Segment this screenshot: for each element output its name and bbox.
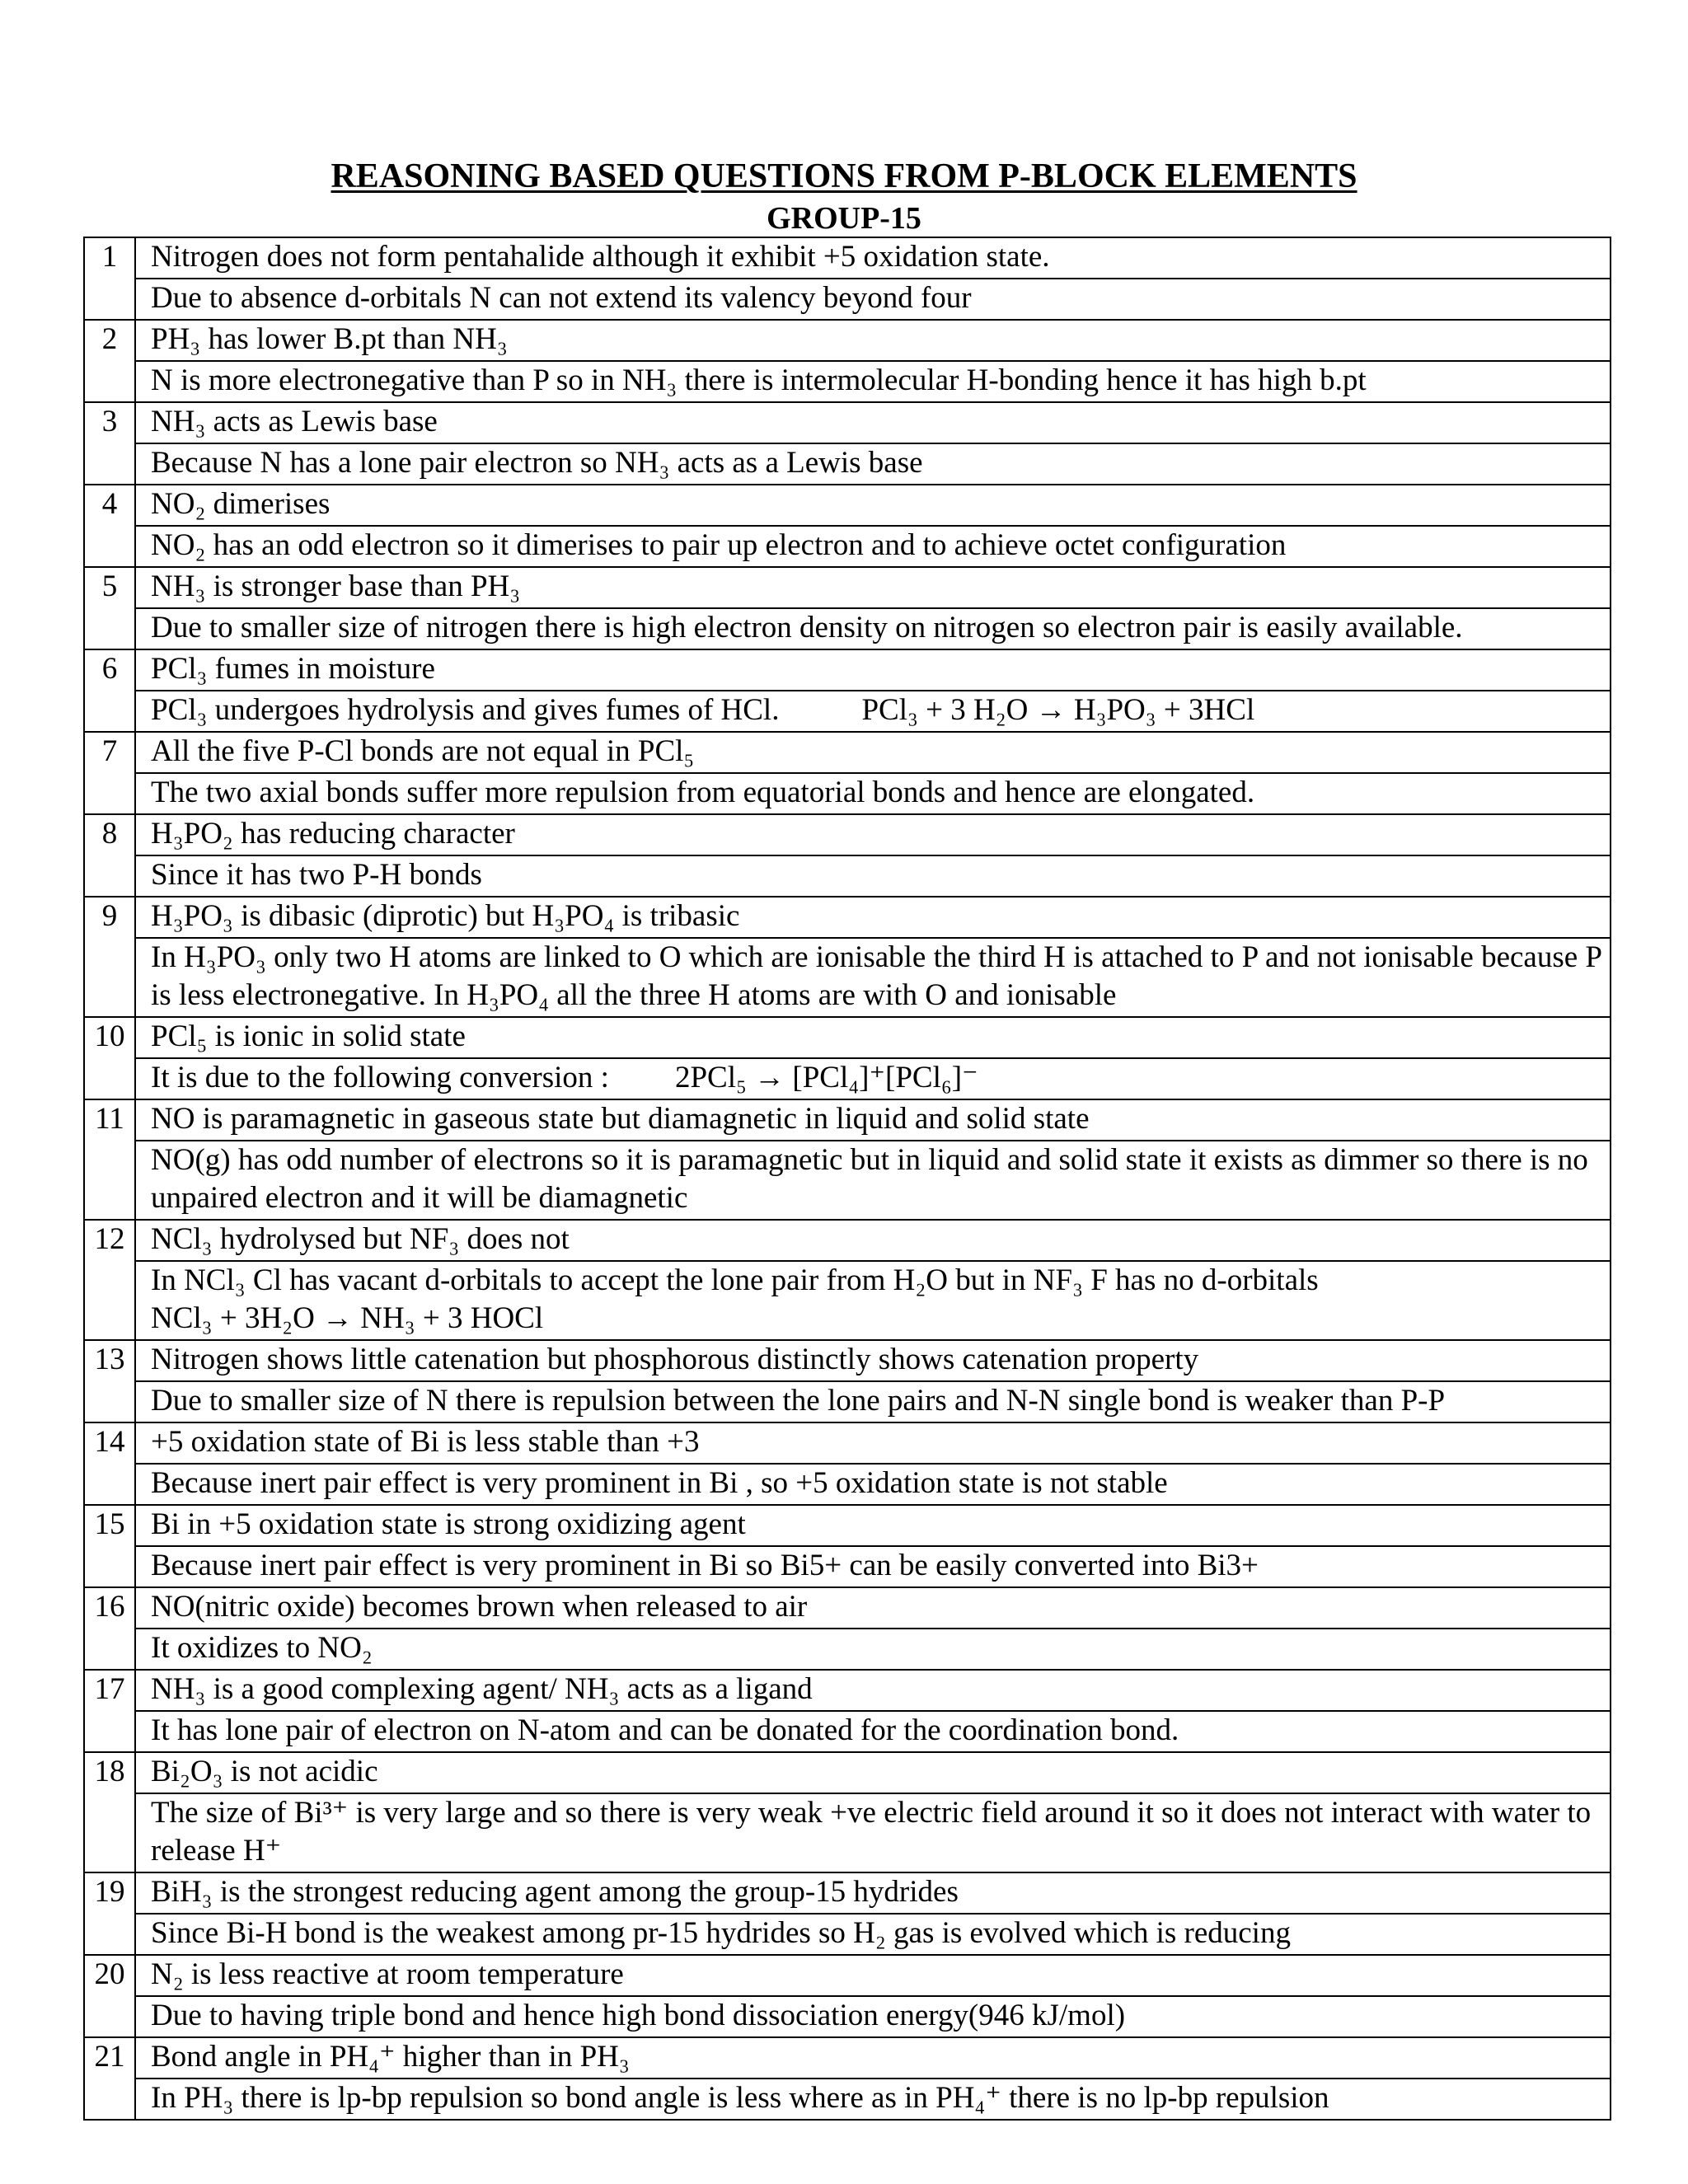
answer-row	[84, 1996, 1611, 2037]
question-row	[84, 1955, 1611, 1996]
question-row	[84, 814, 1611, 855]
answer-row	[84, 1381, 1611, 1422]
answer-row	[84, 608, 1611, 649]
question-row	[84, 1340, 1611, 1381]
question-row	[84, 237, 1611, 279]
answer-text: It is due to the following conversion :	[151, 1061, 609, 1094]
question-text: Nitrogen shows little catenation but phosphorous distinctly shows catenation property	[135, 1340, 1611, 1381]
answer-row	[84, 938, 1611, 1017]
answer-row	[84, 2079, 1611, 2120]
question-number: 3	[84, 402, 135, 485]
question-row	[84, 1670, 1611, 1711]
reaction-equation: PCl₃ + 3 H₂O → H₃PO₃ + 3HCl	[861, 693, 1255, 727]
answer-row	[84, 1261, 1611, 1340]
answer-row	[84, 443, 1611, 485]
question-number: 5	[84, 567, 135, 649]
question-row	[84, 1017, 1611, 1058]
question-text: H₃PO₂ has reducing character	[135, 814, 1611, 855]
question-number: 9	[84, 897, 135, 1017]
question-text: PCl₅ is ionic in solid state	[135, 1017, 1611, 1058]
question-text: Bi in +5 oxidation state is strong oxidizing agent	[135, 1505, 1611, 1546]
question-row	[84, 649, 1611, 691]
question-text: N₂ is less reactive at room temperature	[135, 1955, 1611, 1996]
question-text: Bond angle in PH₄⁺ higher than in PH₃	[135, 2037, 1611, 2079]
question-number: 2	[84, 320, 135, 402]
answer-cell	[135, 1261, 1611, 1340]
question-text: +5 oxidation state of Bi is less stable than +3	[135, 1422, 1611, 1464]
answer-text: Since it has two P-H bonds	[135, 855, 1611, 897]
reaction-equation: NCl₃ + 3H₂O → NH₃ + 3 HOCl	[151, 1301, 544, 1335]
answer-text: NO₂ has an odd electron so it dimerises to pair up electron and to achieve octet configuration	[135, 526, 1611, 567]
question-row	[84, 1752, 1611, 1793]
answer-text: The two axial bonds suffer more repulsion from equatorial bonds and hence are elongated.	[135, 773, 1611, 814]
answer-text: In PH₃ there is lp-bp repulsion so bond angle is less where as in PH₄⁺ there is no lp-bp repulsion	[135, 2079, 1611, 2120]
answer-text: N is more electronegative than P so in NH₃ there is intermolecular H-bonding hence it has high b.pt	[135, 361, 1611, 402]
question-number: 6	[84, 649, 135, 732]
question-number: 18	[84, 1752, 135, 1872]
question-row	[84, 402, 1611, 443]
question-row	[84, 320, 1611, 361]
question-number: 20	[84, 1955, 135, 2037]
question-number: 17	[84, 1670, 135, 1752]
answer-text: Since Bi-H bond is the weakest among pr-15 hydrides so H₂ gas is evolved which is reducing	[135, 1914, 1611, 1955]
question-number: 12	[84, 1220, 135, 1340]
question-number: 8	[84, 814, 135, 897]
answer-cell	[135, 1058, 1611, 1099]
question-row	[84, 1099, 1611, 1141]
section-subtitle: GROUP-15	[767, 201, 921, 236]
question-text: NH₃ is stronger base than PH₃	[135, 567, 1611, 608]
answer-text: In NCl₃ Cl has vacant d-orbitals to accept the lone pair from H₂O but in NF₃ F has no d-orbitals	[151, 1263, 1319, 1297]
question-text: All the five P-Cl bonds are not equal in PCl₅	[135, 732, 1611, 773]
question-text: NH₃ is a good complexing agent/ NH₃ acts as a ligand	[135, 1670, 1611, 1711]
question-number: 15	[84, 1505, 135, 1587]
answer-cell	[135, 691, 1611, 732]
page-title: REASONING BASED QUESTIONS FROM P-BLOCK ELEMENTS	[331, 157, 1357, 195]
answer-text: Due to smaller size of N there is repulsion between the lone pairs and N-N single bond is weaker than P-P	[135, 1381, 1611, 1422]
question-row	[84, 732, 1611, 773]
question-text: Nitrogen does not form pentahalide although it exhibit +5 oxidation state.	[135, 237, 1611, 279]
question-number: 13	[84, 1340, 135, 1422]
answer-row	[84, 773, 1611, 814]
answer-row	[84, 1793, 1611, 1872]
answer-row	[84, 1711, 1611, 1752]
question-row	[84, 1422, 1611, 1464]
answer-row	[84, 361, 1611, 402]
answer-row	[84, 855, 1611, 897]
question-row	[84, 2037, 1611, 2079]
answer-row	[84, 1629, 1611, 1670]
question-number: 10	[84, 1017, 135, 1099]
question-row	[84, 567, 1611, 608]
question-text: Bi₂O₃ is not acidic	[135, 1752, 1611, 1793]
answer-row	[84, 1141, 1611, 1220]
question-row	[84, 485, 1611, 526]
answer-text: It has lone pair of electron on N-atom and can be donated for the coordination bond.	[135, 1711, 1611, 1752]
question-number: 21	[84, 2037, 135, 2120]
answer-text: Because N has a lone pair electron so NH₃ acts as a Lewis base	[135, 443, 1611, 485]
answer-text: NO(g) has odd number of electrons so it is paramagnetic but in liquid and solid state it exists as dimmer so there is no unpaired electron and it will be diamagnetic	[135, 1141, 1611, 1220]
answer-row	[84, 1546, 1611, 1587]
question-number: 4	[84, 485, 135, 567]
answer-row	[84, 1914, 1611, 1955]
question-number: 19	[84, 1872, 135, 1955]
answer-text: Due to having triple bond and hence high bond dissociation energy(946 kJ/mol)	[135, 1996, 1611, 2037]
question-row	[84, 1505, 1611, 1546]
question-text: NO₂ dimerises	[135, 485, 1611, 526]
answer-row	[84, 1464, 1611, 1505]
question-number: 14	[84, 1422, 135, 1505]
answer-row	[84, 691, 1611, 732]
answer-text: Due to absence d-orbitals N can not extend its valency beyond four	[135, 279, 1611, 320]
question-text: NCl₃ hydrolysed but NF₃ does not	[135, 1220, 1611, 1261]
question-row	[84, 897, 1611, 938]
question-row	[84, 1872, 1611, 1914]
question-row	[84, 1220, 1611, 1261]
question-text: NH₃ acts as Lewis base	[135, 402, 1611, 443]
answer-row	[84, 279, 1611, 320]
answer-row	[84, 1058, 1611, 1099]
question-number: 1	[84, 237, 135, 320]
answer-text: Because inert pair effect is very prominent in Bi , so +5 oxidation state is not stable	[135, 1464, 1611, 1505]
questions-table	[83, 237, 1611, 2121]
reaction-equation: 2PCl₅ → [PCl₄]⁺[PCl₆]⁻	[674, 1061, 978, 1094]
answer-text: Because inert pair effect is very prominent in Bi so Bi5+ can be easily converted into Bi3+	[135, 1546, 1611, 1587]
answer-text: Due to smaller size of nitrogen there is high electron density on nitrogen so electron pair is easily available.	[135, 608, 1611, 649]
question-text: PH₃ has lower B.pt than NH₃	[135, 320, 1611, 361]
question-number: 11	[84, 1099, 135, 1220]
question-text: NO(nitric oxide) becomes brown when released to air	[135, 1587, 1611, 1629]
question-text: H₃PO₃ is dibasic (diprotic) but H₃PO₄ is tribasic	[135, 897, 1611, 938]
question-number: 16	[84, 1587, 135, 1670]
question-text: PCl₃ fumes in moisture	[135, 649, 1611, 691]
question-number: 7	[84, 732, 135, 814]
question-text: BiH₃ is the strongest reducing agent among the group-15 hydrides	[135, 1872, 1611, 1914]
answer-text: PCl₃ undergoes hydrolysis and gives fumes of HCl.	[151, 693, 780, 727]
question-text: NO is paramagnetic in gaseous state but diamagnetic in liquid and solid state	[135, 1099, 1611, 1141]
question-row	[84, 1587, 1611, 1629]
answer-row	[84, 526, 1611, 567]
answer-text: It oxidizes to NO₂	[135, 1629, 1611, 1670]
answer-text: In H₃PO₃ only two H atoms are linked to O which are ionisable the third H is attached to P and not ionisable because P is less electronegative. In H₃PO₄ all the three H atoms are with O and ionisable	[135, 938, 1611, 1017]
answer-text: The size of Bi³⁺ is very large and so there is very weak +ve electric field around it so it does not interact with water to release H⁺	[135, 1793, 1611, 1872]
